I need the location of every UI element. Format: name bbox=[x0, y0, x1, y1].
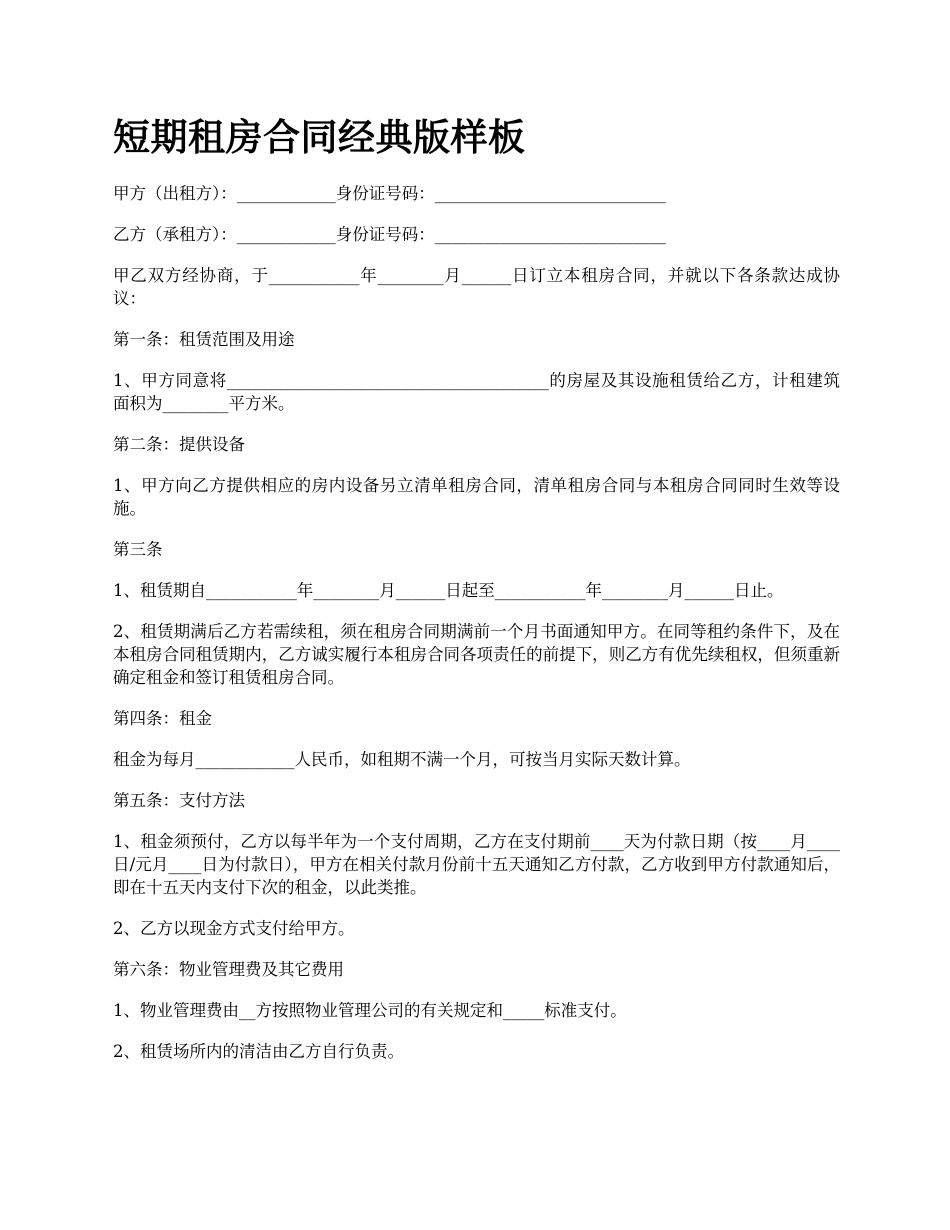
article-1-clause-1: 1、甲方同意将_______________________________________的房屋及其设施租赁给乙方，计租建筑面积为________平方米。 bbox=[113, 371, 840, 413]
article-4-clause: 租金为每月____________人民币，如租期不满一个月，可按当月实际天数计算。 bbox=[113, 750, 691, 769]
agreement-intro: 甲乙双方经协商，于___________年________月______日订立本租房合同，并就以下各条款达成协议： bbox=[113, 266, 840, 308]
party-b-line: 乙方（承租方）：____________身份证号码：____________________________ bbox=[113, 225, 666, 244]
article-3-clause-2: 2、租赁期满后乙方若需续租，须在租房合同期满前一个月书面通知甲方。在同等租约条件下，及在本租房合同租赁期内，乙方诚实履行本租房合同各项责任的前提下，则乙方有优先续租权，但须重新确定租金和签订租赁租房合同。 bbox=[113, 622, 840, 687]
document-page bbox=[113, 112, 840, 1081]
article-1-heading: 第一条：租赁范围及用途 bbox=[113, 330, 295, 349]
article-6-heading: 第六条：物业管理费及其它费用 bbox=[113, 960, 344, 979]
article-6-clause-1: 1、物业管理费由__方按照物业管理公司的有关规定和_____标准支付。 bbox=[113, 1001, 627, 1020]
article-4-heading: 第四条：租金 bbox=[113, 709, 212, 728]
document-title: 短期租房合同经典版样板 bbox=[113, 115, 526, 159]
article-2-heading: 第二条：提供设备 bbox=[113, 435, 245, 454]
article-3-clause-1: 1、租赁期自___________年________月______日起至___________年________月______日止。 bbox=[113, 581, 784, 600]
article-5-clause-1: 1、租金须预付，乙方以每半年为一个支付周期，乙方在支付期前____天为付款日期（按____月____日/元月____日为付款日），甲方在相关付款月份前十五天通知乙方付款，乙方收到甲方付款通知后，即在十五天内支付下次的租金，以此类推。 bbox=[113, 832, 840, 897]
party-a-line: 甲方（出租方）：____________身份证号码：____________________________ bbox=[113, 184, 666, 203]
article-6-clause-2: 2、租赁场所内的清洁由乙方自行负责。 bbox=[113, 1042, 404, 1061]
article-2-clause-1: 1、甲方向乙方提供相应的房内设备另立清单租房合同，清单租房合同与本租房合同同时生效等设施。 bbox=[113, 476, 840, 518]
article-5-heading: 第五条：支付方法 bbox=[113, 791, 245, 810]
article-5-clause-2: 2、乙方以现金方式支付给甲方。 bbox=[113, 919, 355, 938]
article-3-heading: 第三条 bbox=[113, 540, 163, 559]
